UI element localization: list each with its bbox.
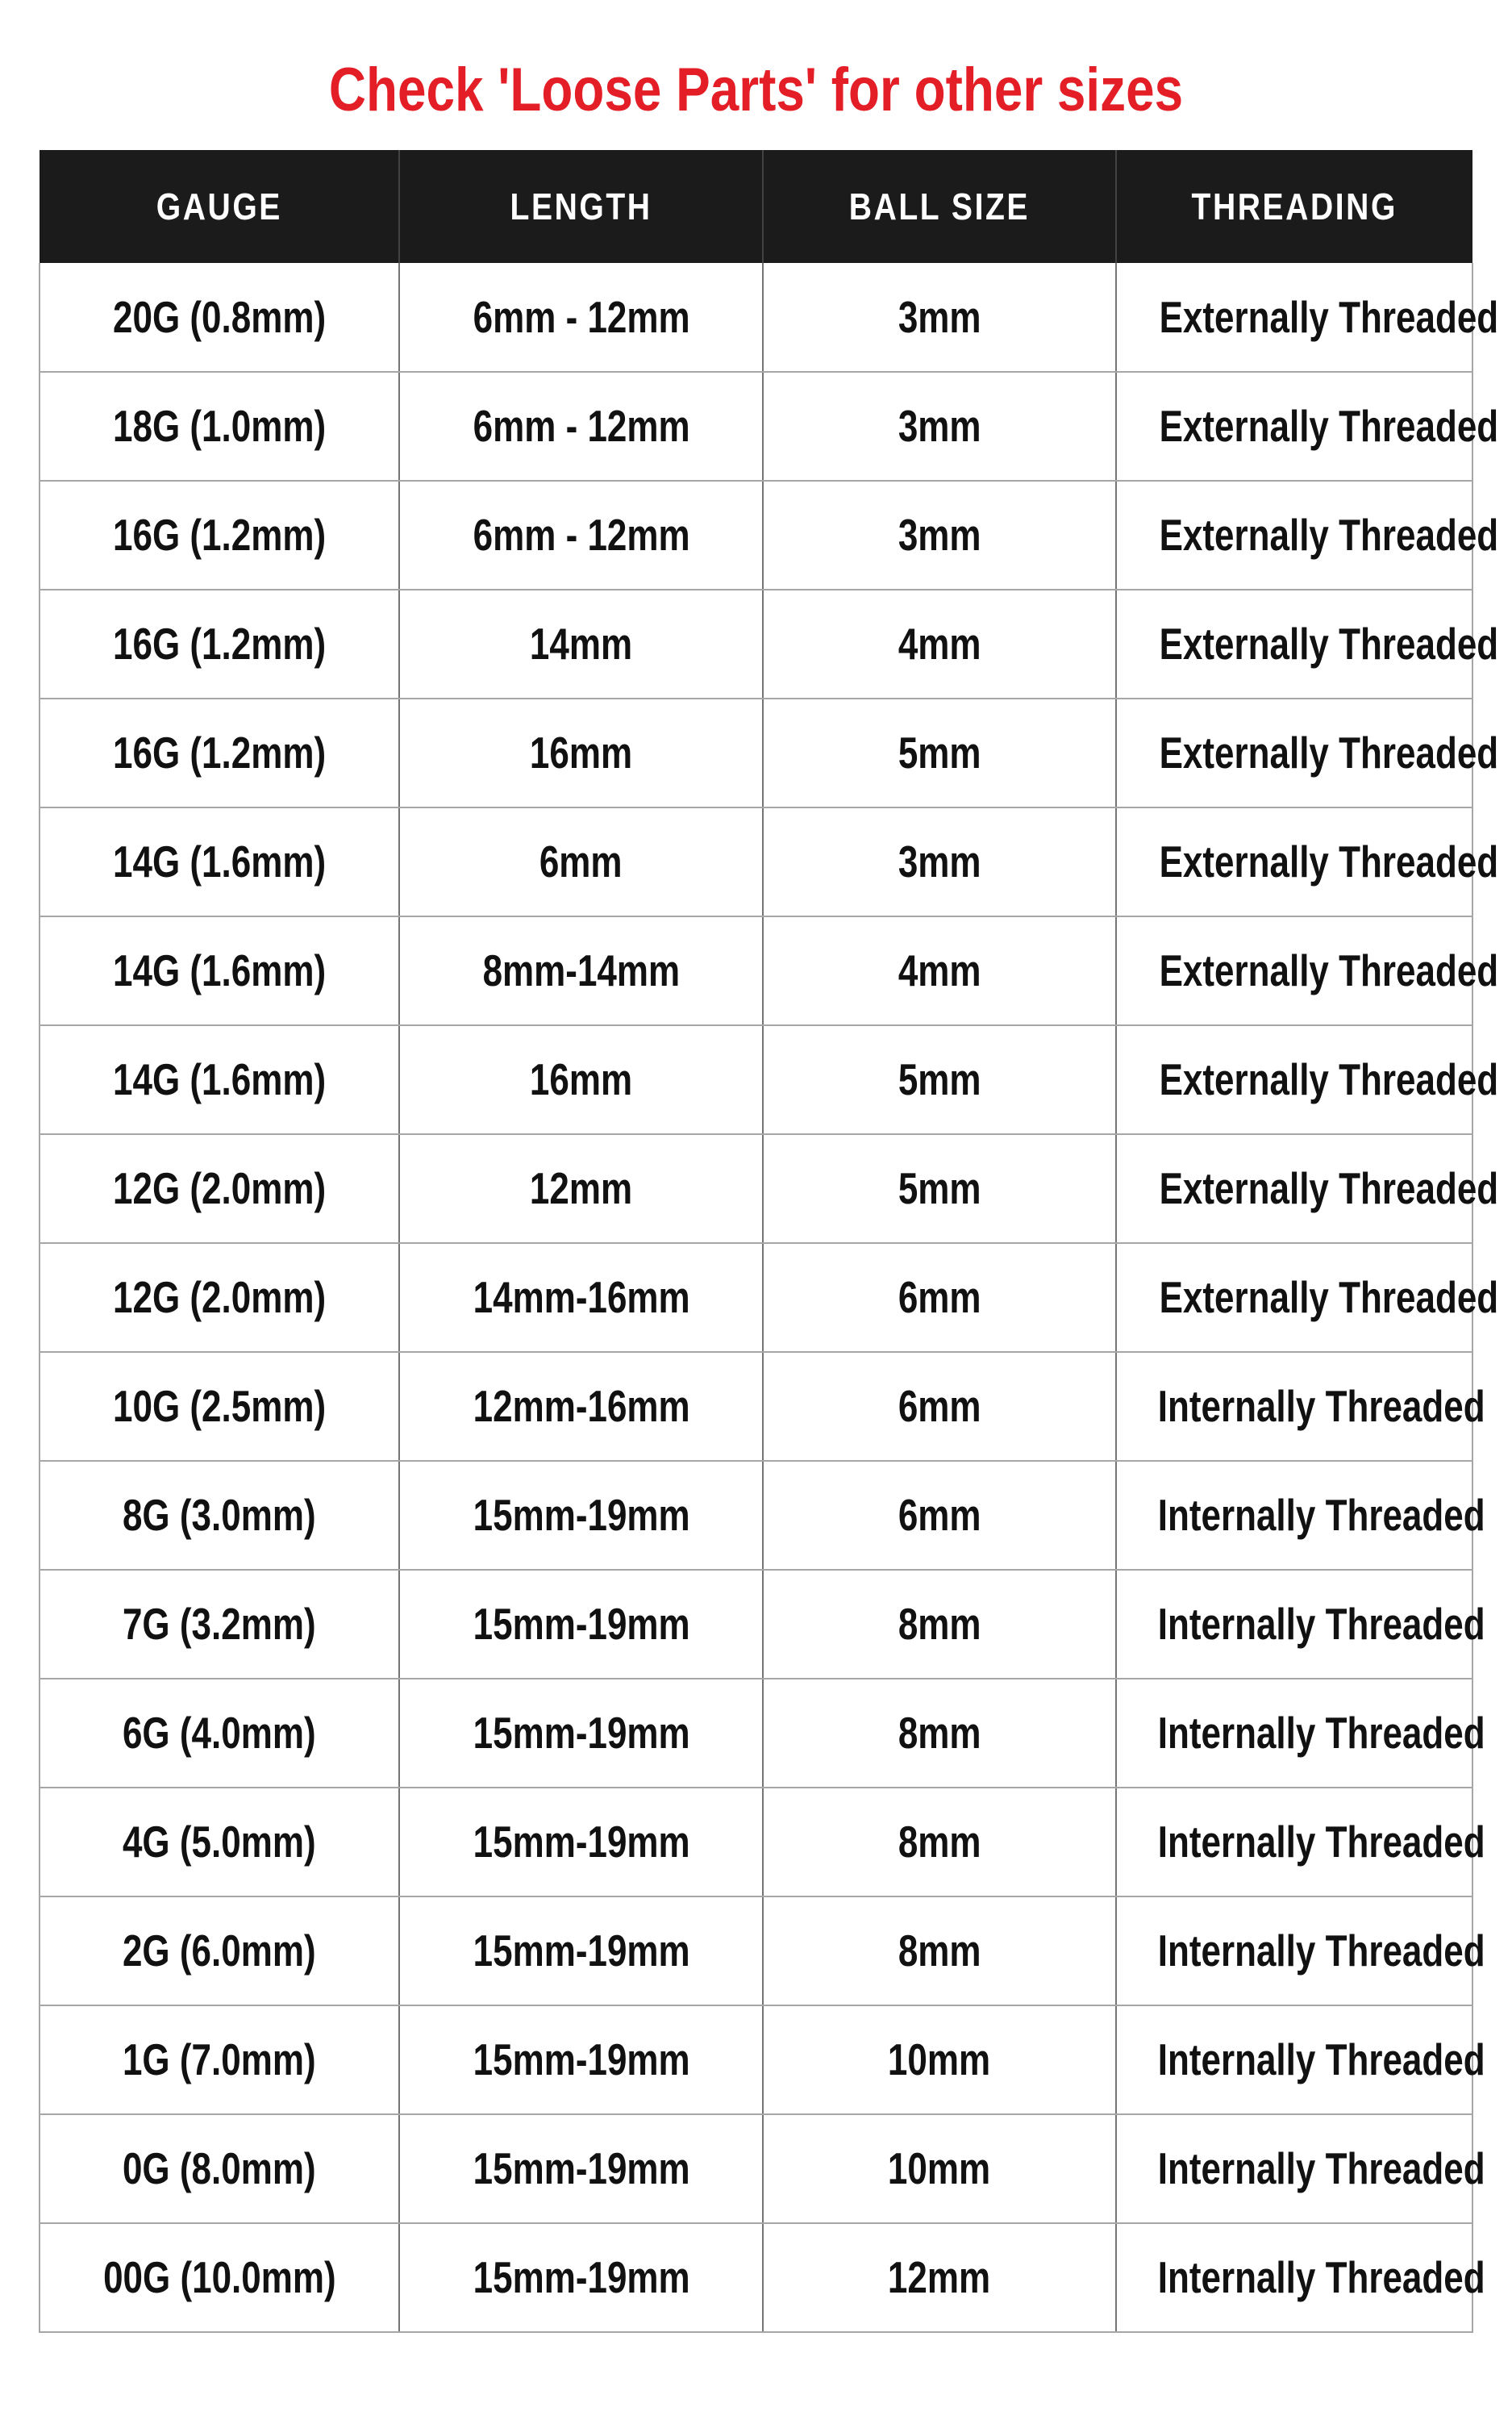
ball-size-cell (763, 1461, 1115, 1570)
gauge-value: 7G (3.2mm) (123, 1599, 316, 1649)
length-cell (399, 2114, 763, 2223)
length-value: 15mm-19mm (473, 1490, 690, 1540)
ball-size-cell (763, 699, 1115, 807)
table-row (40, 1679, 1472, 1788)
threading-value: Internally Threaded (1157, 1708, 1485, 1758)
table-row (40, 807, 1472, 916)
header-cell-gauge (40, 150, 399, 263)
gauge-cell (40, 1352, 399, 1461)
gauge-cell (40, 1134, 399, 1243)
gauge-value: 8G (3.0mm) (123, 1490, 316, 1540)
gauge-value: 14G (1.6mm) (112, 945, 327, 995)
ball-size-cell (763, 1570, 1115, 1679)
ball-size-value: 10mm (888, 2143, 991, 2193)
threading-cell (1116, 699, 1498, 807)
ball-size-cell (763, 481, 1115, 590)
length-cell (399, 807, 763, 916)
gauge-value: 2G (6.0mm) (123, 1926, 316, 1976)
header-row (40, 150, 1472, 263)
gauge-cell (40, 699, 399, 807)
ball-size-value: 4mm (898, 945, 981, 995)
gauge-value: 16G (1.2mm) (112, 619, 327, 669)
ball-size-value: 8mm (898, 1926, 981, 1976)
threading-value: Internally Threaded (1157, 1490, 1485, 1540)
length-value: 6mm - 12mm (473, 510, 690, 560)
length-cell (399, 1570, 763, 1679)
ball-size-value: 5mm (898, 1163, 981, 1213)
threading-value: Externally Threaded (1159, 291, 1498, 342)
length-value: 6mm (539, 837, 623, 887)
threading-cell (1116, 481, 1498, 590)
length-value: 16mm (530, 1054, 633, 1104)
length-value: 12mm-16mm (473, 1381, 690, 1431)
gauge-value: 14G (1.6mm) (112, 1054, 327, 1104)
table-row (40, 1352, 1472, 1461)
length-value: 16mm (530, 728, 633, 778)
table-row (40, 1461, 1472, 1570)
threading-cell (1116, 1243, 1498, 1352)
table-row (40, 699, 1472, 807)
threading-value: Internally Threaded (1157, 1926, 1485, 1976)
ball-size-value: 12mm (888, 2252, 991, 2302)
length-cell (399, 263, 763, 372)
ball-size-cell (763, 916, 1115, 1025)
ball-size-value: 3mm (898, 510, 981, 560)
gauge-cell (40, 1025, 399, 1134)
length-cell (399, 1679, 763, 1788)
ball-size-value: 10mm (888, 2034, 991, 2084)
page-title-text: Check 'Loose Parts' for other sizes (328, 56, 1184, 124)
threading-cell (1116, 1788, 1485, 1896)
table-row (40, 1134, 1472, 1243)
threading-value: Externally Threaded (1159, 1163, 1498, 1213)
gauge-cell (40, 372, 399, 481)
gauge-value: 0G (8.0mm) (123, 2143, 316, 2193)
table-body (40, 263, 1498, 2332)
table-row (40, 263, 1472, 372)
ball-size-cell (763, 1025, 1115, 1134)
threading-cell (1116, 1679, 1485, 1788)
length-cell (399, 2005, 763, 2114)
gauge-cell (40, 481, 399, 590)
table-row (40, 1570, 1472, 1679)
length-cell (399, 481, 763, 590)
threading-cell (1116, 1352, 1485, 1461)
ball-size-cell (763, 263, 1115, 372)
gauge-cell (40, 807, 399, 916)
threading-cell (1116, 2114, 1485, 2223)
threading-value: Internally Threaded (1157, 2252, 1485, 2302)
threading-value: Externally Threaded (1159, 945, 1498, 995)
gauge-cell (40, 916, 399, 1025)
ball-size-cell (763, 590, 1115, 699)
ball-size-value: 8mm (898, 1599, 981, 1649)
table-row (40, 481, 1472, 590)
threading-cell (1116, 916, 1498, 1025)
ball-size-value: 3mm (898, 291, 981, 342)
gauge-value: 6G (4.0mm) (123, 1708, 316, 1758)
threading-cell (1116, 807, 1498, 916)
length-cell (399, 1243, 763, 1352)
ball-size-value: 6mm (898, 1381, 981, 1431)
gauge-cell (40, 590, 399, 699)
threading-cell (1116, 372, 1498, 481)
ball-size-cell (763, 1134, 1115, 1243)
length-cell (399, 1134, 763, 1243)
gauge-cell (40, 1679, 399, 1788)
ball-size-cell (763, 1679, 1115, 1788)
gauge-value: 10G (2.5mm) (112, 1381, 327, 1431)
ball-size-value: 6mm (898, 1272, 981, 1322)
length-value: 8mm-14mm (482, 945, 680, 995)
length-value: 15mm-19mm (473, 1817, 690, 1867)
threading-cell (1116, 590, 1498, 699)
table-header (40, 150, 1472, 263)
threading-cell (1116, 1025, 1498, 1134)
header-length-label: LENGTH (510, 186, 652, 227)
gauge-value: 20G (0.8mm) (112, 291, 327, 342)
length-cell (399, 2223, 763, 2332)
ball-size-cell (763, 1352, 1115, 1461)
gauge-value: 18G (1.0mm) (112, 401, 327, 451)
threading-value: Externally Threaded (1159, 1054, 1498, 1104)
threading-value: Externally Threaded (1159, 837, 1498, 887)
gauge-cell (40, 2114, 399, 2223)
threading-cell (1116, 2005, 1485, 2114)
ball-size-value: 8mm (898, 1817, 981, 1867)
table-row (40, 2005, 1472, 2114)
table-row (40, 916, 1472, 1025)
threading-value: Internally Threaded (1157, 1817, 1485, 1867)
gauge-cell (40, 1461, 399, 1570)
table-row (40, 372, 1472, 481)
threading-cell (1116, 1461, 1485, 1570)
length-cell (399, 1025, 763, 1134)
ball-size-cell (763, 1896, 1115, 2005)
ball-size-cell (763, 1788, 1115, 1896)
ball-size-cell (763, 2005, 1115, 2114)
ball-size-value: 3mm (898, 837, 981, 887)
gauge-cell (40, 2005, 399, 2114)
table-row (40, 1788, 1472, 1896)
threading-value: Internally Threaded (1157, 2143, 1485, 2193)
gauge-cell (40, 1788, 399, 1896)
gauge-value: 12G (2.0mm) (112, 1272, 327, 1322)
table-row (40, 1896, 1472, 2005)
header-gauge-label: GAUGE (156, 186, 282, 227)
header-ball-size-label: BALL SIZE (848, 186, 1031, 227)
header-cell-threading (1116, 150, 1473, 263)
length-cell (399, 699, 763, 807)
size-chart-table (39, 150, 1498, 2333)
ball-size-value: 4mm (898, 619, 981, 669)
ball-size-cell (763, 372, 1115, 481)
header-cell-ball-size (763, 150, 1115, 263)
threading-value: Externally Threaded (1159, 510, 1498, 560)
length-value: 14mm-16mm (473, 1272, 690, 1322)
length-value: 14mm (530, 619, 633, 669)
table-row (40, 1025, 1472, 1134)
gauge-value: 12G (2.0mm) (112, 1163, 327, 1213)
length-value: 6mm - 12mm (473, 401, 690, 451)
length-value: 15mm-19mm (473, 1926, 690, 1976)
header-cell-length (399, 150, 763, 263)
threading-value: Internally Threaded (1157, 1599, 1485, 1649)
length-cell (399, 1461, 763, 1570)
threading-cell (1116, 263, 1498, 372)
length-cell (399, 1788, 763, 1896)
ball-size-value: 8mm (898, 1708, 981, 1758)
threading-value: Internally Threaded (1157, 2034, 1485, 2084)
ball-size-value: 6mm (898, 1490, 981, 1540)
gauge-value: 14G (1.6mm) (112, 837, 327, 887)
threading-cell (1116, 2223, 1485, 2332)
length-value: 6mm - 12mm (473, 291, 690, 342)
gauge-value: 1G (7.0mm) (123, 2034, 316, 2084)
ball-size-value: 3mm (898, 401, 981, 451)
gauge-value: 00G (10.0mm) (102, 2252, 336, 2302)
threading-value: Externally Threaded (1159, 1272, 1498, 1322)
header-threading-label: THREADING (1191, 186, 1397, 227)
length-value: 15mm-19mm (473, 1599, 690, 1649)
gauge-cell (40, 2223, 399, 2332)
gauge-value: 16G (1.2mm) (112, 510, 327, 560)
length-cell (399, 590, 763, 699)
threading-value: Externally Threaded (1159, 619, 1498, 669)
ball-size-cell (763, 2114, 1115, 2223)
length-cell (399, 916, 763, 1025)
threading-cell (1116, 1134, 1498, 1243)
threading-value: Internally Threaded (1157, 1381, 1485, 1431)
size-chart (39, 150, 1498, 2333)
ball-size-value: 5mm (898, 728, 981, 778)
length-value: 15mm-19mm (473, 2252, 690, 2302)
length-cell (399, 1352, 763, 1461)
gauge-cell (40, 1243, 399, 1352)
length-cell (399, 372, 763, 481)
length-cell (399, 1896, 763, 2005)
threading-cell (1116, 1570, 1485, 1679)
length-value: 15mm-19mm (473, 2143, 690, 2193)
length-value: 12mm (530, 1163, 633, 1213)
ball-size-cell (763, 2223, 1115, 2332)
gauge-cell (40, 1896, 399, 2005)
threading-cell (1116, 1896, 1485, 2005)
ball-size-value: 5mm (898, 1054, 981, 1104)
length-value: 15mm-19mm (473, 1708, 690, 1758)
gauge-cell (40, 263, 399, 372)
gauge-cell (40, 1570, 399, 1679)
threading-value: Externally Threaded (1159, 401, 1498, 451)
length-value: 15mm-19mm (473, 2034, 690, 2084)
table-row (40, 2114, 1472, 2223)
ball-size-cell (763, 1243, 1115, 1352)
table-row (40, 2223, 1472, 2332)
table-row (40, 1243, 1472, 1352)
threading-value: Externally Threaded (1159, 728, 1498, 778)
gauge-value: 4G (5.0mm) (123, 1817, 316, 1867)
gauge-value: 16G (1.2mm) (112, 728, 327, 778)
page-title (0, 56, 1512, 124)
ball-size-cell (763, 807, 1115, 916)
table-row (40, 590, 1472, 699)
